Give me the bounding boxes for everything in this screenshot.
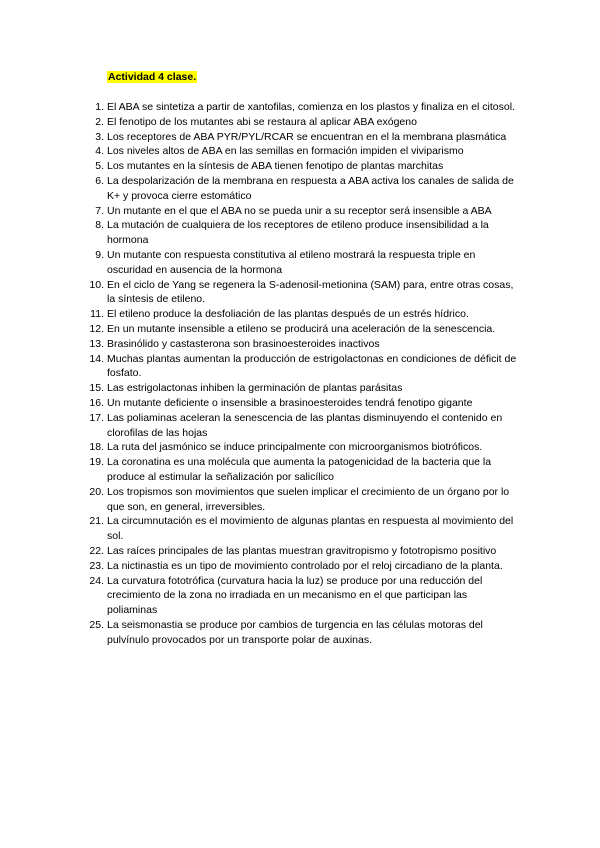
list-item bbox=[89, 352, 517, 382]
list-item bbox=[89, 455, 517, 485]
list-item bbox=[89, 322, 517, 337]
item-text: La curvatura fototrófica (curvatura hacia la luz) se produce por una reducción del crecimiento de la zona no irradiada en un mecanismo en el que participan las poliaminas bbox=[107, 574, 483, 617]
list-item bbox=[95, 204, 517, 219]
item-text: Un mutante deficiente o insensible a brasinoesteroides tendrá fenotipo gigante bbox=[107, 396, 473, 409]
list-item bbox=[89, 337, 517, 352]
list-item bbox=[89, 411, 517, 441]
item-text: Los tropismos son movimientos que suelen implicar el crecimiento de un órgano por lo que son, en general, irreversibles. bbox=[107, 485, 510, 513]
item-text: Un mutante con respuesta constitutiva al etileno mostrará la respuesta triple en oscuridad en ausencia de la hormona bbox=[107, 248, 476, 276]
title-wrapper bbox=[107, 71, 197, 84]
item-text: Los niveles altos de ABA en las semillas en formación impiden el viviparismo bbox=[107, 145, 464, 158]
item-text: El fenotipo de los mutantes abi se restaura al aplicar ABA exógeno bbox=[107, 115, 417, 128]
item-number: 1. bbox=[95, 101, 104, 113]
item-text: En el ciclo de Yang se regenera la S-adenosil-metionina (SAM) para, entre otras cosas, la síntesis de etileno. bbox=[107, 278, 514, 306]
list-item bbox=[89, 618, 517, 648]
list-item bbox=[95, 174, 517, 204]
item-text: La seismonastia se produce por cambios de turgencia en las células motoras del pulvínulo provocados por un transporte polar de auxinas. bbox=[107, 618, 483, 646]
item-text: Las estrigolactonas inhiben la germinación de plantas parásitas bbox=[107, 382, 403, 395]
item-number: 23. bbox=[89, 559, 104, 572]
item-text: La coronatina es una molécula que aumenta la patogenicidad de la bacteria que la produce al estimular la señalización por salicílico bbox=[107, 456, 492, 483]
item-number: 5. bbox=[95, 160, 104, 173]
list-item bbox=[89, 278, 517, 308]
item-number: 18. bbox=[89, 441, 104, 454]
item-text: El ABA se sintetiza a partir de xantofilas, comienza en los plastos y finaliza en el citosol. bbox=[107, 101, 515, 113]
list-item bbox=[89, 440, 517, 455]
list-item bbox=[95, 159, 517, 174]
item-text: Las poliaminas aceleran la senescencia de las plantas disminuyendo el contenido en clorofilas de las hojas bbox=[107, 411, 503, 439]
item-number: 19. bbox=[89, 456, 104, 469]
item-number: 21. bbox=[89, 515, 104, 528]
item-text: En un mutante insensible a etileno se producirá una aceleración de la senescencia. bbox=[107, 322, 496, 335]
item-number: 9. bbox=[95, 248, 104, 261]
item-number: 12. bbox=[89, 322, 104, 335]
item-text: La mutación de cualquiera de los receptores de etileno produce insensibilidad a la hormona bbox=[107, 219, 489, 247]
item-text: Las raíces principales de las plantas muestran gravitropismo y fototropismo positivo bbox=[107, 544, 497, 557]
item-number: 24. bbox=[89, 574, 104, 587]
item-number: 11. bbox=[90, 308, 104, 321]
item-text: La ruta del jasmónico se induce principalmente con microorganismos biotróficos. bbox=[107, 441, 483, 454]
list-item bbox=[89, 381, 517, 396]
item-number: 2. bbox=[95, 115, 104, 128]
item-number: 8. bbox=[95, 219, 104, 232]
list-item bbox=[95, 115, 517, 130]
item-text: Muchas plantas aumentan la producción de estrigolactonas en condiciones de déficit de fosfato. bbox=[107, 352, 517, 380]
item-number: 15. bbox=[89, 382, 104, 395]
item-number: 13. bbox=[89, 337, 104, 350]
list-item bbox=[95, 144, 517, 159]
list-item bbox=[89, 514, 517, 544]
item-number: 17. bbox=[89, 411, 104, 424]
list-item bbox=[95, 248, 517, 278]
item-number: 22. bbox=[89, 544, 104, 557]
item-number: 20. bbox=[89, 485, 104, 498]
item-number: 14. bbox=[89, 352, 104, 365]
item-text: La nictinastia es un tipo de movimiento controlado por el reloj circadiano de la planta. bbox=[107, 559, 503, 572]
item-text: Brasinólido y castasterona son brasinoesteroides inactivos bbox=[107, 337, 380, 350]
item-text: Los receptores de ABA PYR/PYL/RCAR se encuentran en el la membrana plasmática bbox=[107, 130, 507, 143]
list-item bbox=[90, 307, 517, 322]
item-number: 16. bbox=[89, 396, 104, 409]
item-number: 6. bbox=[95, 174, 104, 187]
list-item bbox=[89, 574, 517, 618]
statement-list bbox=[89, 100, 517, 647]
item-number: 10. bbox=[89, 278, 104, 291]
item-number: 3. bbox=[95, 130, 104, 143]
list-item bbox=[89, 544, 517, 559]
list-item bbox=[89, 485, 517, 515]
item-text: Los mutantes en la síntesis de ABA tienen fenotipo de plantas marchitas bbox=[107, 160, 444, 173]
list-item bbox=[95, 130, 517, 145]
list-item bbox=[89, 396, 517, 411]
item-text: Un mutante en el que el ABA no se pueda unir a su receptor será insensible a ABA bbox=[107, 204, 492, 217]
item-number: 4. bbox=[95, 145, 104, 158]
document-title: Actividad 4 clase. bbox=[108, 71, 197, 83]
list-item bbox=[95, 100, 517, 115]
item-number: 7. bbox=[95, 204, 104, 217]
item-number: 25. bbox=[89, 618, 104, 631]
list-item bbox=[95, 218, 517, 248]
item-text: La despolarización de la membrana en respuesta a ABA activa los canales de salida de K+ y provoca cierre estomático bbox=[107, 174, 514, 202]
list-item bbox=[89, 559, 517, 574]
item-text: El etileno produce la desfoliación de las plantas después de un estrés hídrico. bbox=[107, 308, 469, 321]
item-text: La circumnutación es el movimiento de algunas plantas en respuesta al movimiento del sol. bbox=[107, 515, 514, 543]
